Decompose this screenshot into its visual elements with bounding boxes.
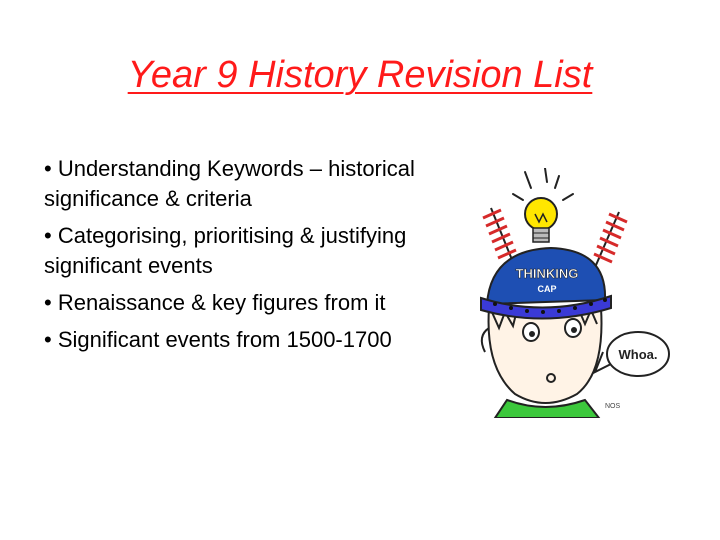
thinking-cap-illustration <box>455 168 673 418</box>
bullet-item <box>44 221 444 281</box>
bullet-text: Understanding Keywords – historical significance & criteria <box>44 156 415 211</box>
cap-sublabel: CAP <box>537 284 557 294</box>
bullet-marker: • <box>44 290 52 315</box>
light-bulb-icon <box>525 198 557 242</box>
face-icon <box>482 308 602 403</box>
bullet-text: Renaissance & key figures from it <box>57 290 386 315</box>
thinking-cap-icon <box>481 248 611 319</box>
bullet-text: Significant events from 1500-1700 <box>57 327 392 352</box>
speech-bubble-icon <box>595 332 669 376</box>
bullet-marker: • <box>44 156 52 181</box>
bullet-list <box>44 154 444 362</box>
bullet-marker: • <box>44 223 52 248</box>
bullet-text: Categorising, prioritising & justifying significant events <box>44 223 407 278</box>
bullet-item <box>44 325 444 355</box>
bullet-marker: • <box>44 327 52 352</box>
bullet-item <box>44 154 444 214</box>
artist-signature: NOS <box>605 403 621 410</box>
right-antenna-icon <box>593 212 627 272</box>
speech-text: Whoa. <box>618 347 658 362</box>
cap-label: THINKING <box>515 266 579 281</box>
bullet-item <box>44 288 444 318</box>
bulb-rays <box>513 168 573 200</box>
slide-title: Year 9 History Revision List <box>127 54 593 96</box>
